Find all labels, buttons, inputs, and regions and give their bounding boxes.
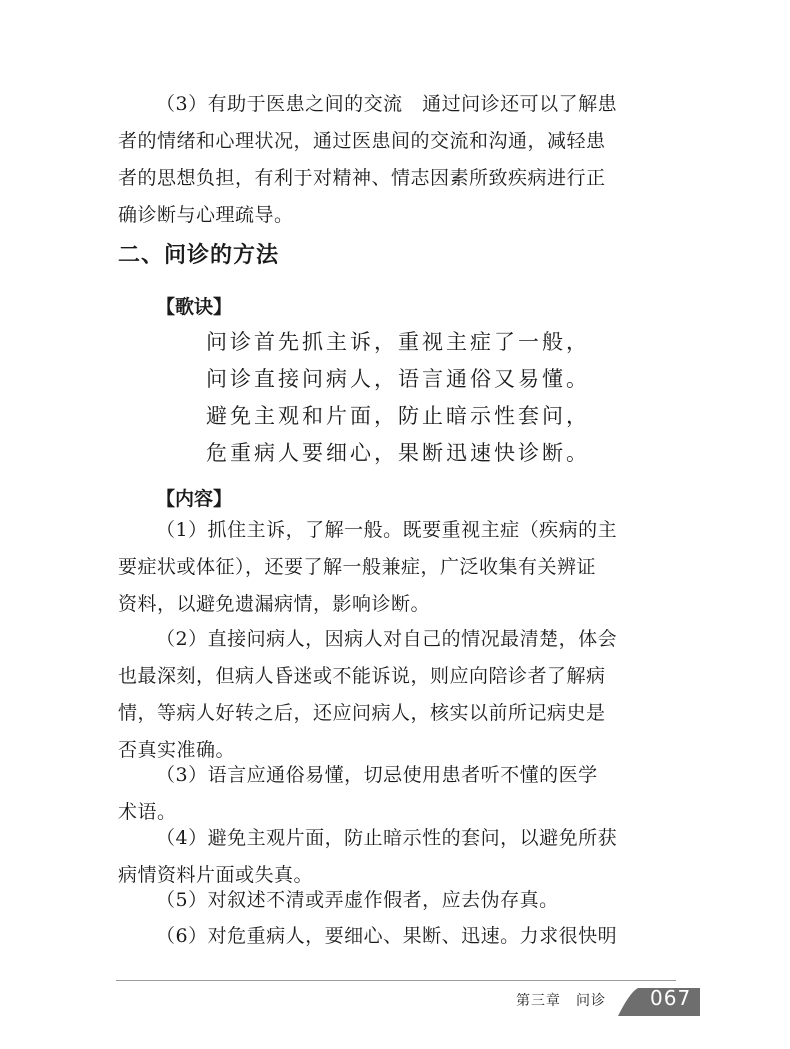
section-heading: 二、问诊的方法	[118, 243, 280, 268]
paragraph-line: 确诊断与心理疏导。	[118, 204, 294, 226]
paragraph-line: 者的思想负担，有利于对精神、情志因素所致疾病进行正	[118, 167, 606, 189]
paragraph-line: 否真实准确。	[118, 739, 236, 761]
chapter-label: 第三章 问诊	[516, 993, 606, 1009]
paragraph-line: （3）语言应通俗易懂，切忌使用患者听不懂的医学	[156, 764, 598, 786]
paragraph-line: （4）避免主观片面，防止暗示性的套问，以避免所获	[156, 827, 618, 849]
paragraph-line: （3）有助于医患之间的交流 通过问诊还可以了解患	[156, 93, 618, 115]
mnemonic-verses	[206, 324, 590, 472]
content-label: 【内容】	[156, 488, 233, 510]
footer-divider	[116, 980, 676, 981]
page-number: 067	[650, 986, 692, 1010]
paragraph-line: 者的情绪和心理状况，通过医患间的交流和沟通，减轻患	[118, 130, 606, 152]
intro-paragraph	[118, 86, 698, 234]
paragraph-line: （2）直接问病人，因病人对自己的情况最清楚，体会	[156, 628, 618, 650]
content-item-1	[118, 512, 698, 623]
paragraph-line: 术语。	[118, 801, 177, 823]
paragraph-line: （5）对叙述不清或弄虚作假者，应去伪存真。	[156, 889, 559, 911]
mnemonic-label: 【歌诀】	[156, 296, 233, 318]
verse-line: 避免主观和片面，防止暗示性套问，	[206, 404, 590, 428]
verse-line: 问诊直接问病人，语言通俗又易懂。	[206, 367, 590, 391]
content-item-2	[118, 621, 698, 769]
paragraph-line: 要症状或体征），还要了解一般兼症，广泛收集有关辨证	[118, 556, 597, 578]
paragraph-line: 情，等病人好转之后，还应问病人，核实以前所记病史是	[118, 702, 606, 724]
verse-line: 问诊首先抓主诉，重视主症了一般，	[206, 330, 590, 354]
verse-line: 危重病人要细心，果断迅速快诊断。	[206, 441, 590, 465]
content-item-6	[118, 918, 698, 955]
paragraph-line: 也最深刻，但病人昏迷或不能诉说，则应向陪诊者了解病	[118, 665, 606, 687]
paragraph-line: 资料，以避免遗漏病情，影响诊断。	[118, 593, 431, 615]
content-item-5	[118, 882, 698, 919]
paragraph-line: 病情资料片面或失真。	[118, 864, 314, 886]
paragraph-line: （6）对危重病人，要细心、果断、迅速。力求很快明	[156, 925, 618, 947]
paragraph-line: （1）抓住主诉，了解一般。既要重视主症（疾病的主	[156, 519, 618, 541]
